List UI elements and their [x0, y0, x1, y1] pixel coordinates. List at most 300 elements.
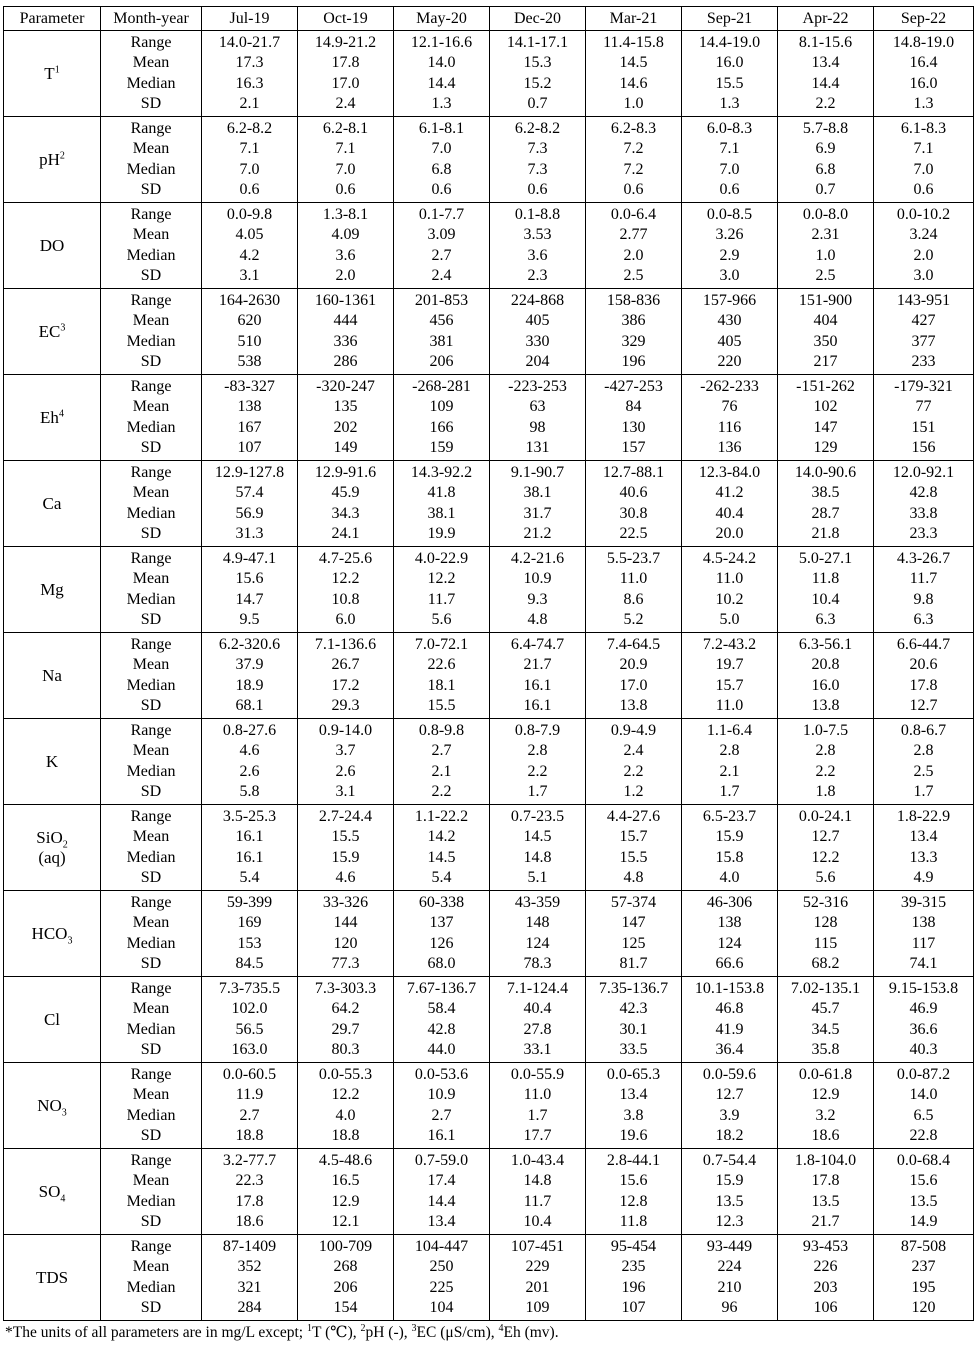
table-row: [4, 719, 974, 805]
stat-value: 100-709: [318, 1238, 373, 1256]
stat-label: Median: [126, 848, 176, 866]
stat-value: 57-374: [610, 894, 657, 912]
parameter-name: Na: [42, 665, 62, 685]
stat-label: Mean: [132, 140, 170, 158]
stat-value: 2.8: [527, 742, 548, 760]
stat-label: Median: [126, 504, 176, 522]
stat-value: 1.8-22.9: [896, 808, 951, 826]
stat-value: 14.1-17.1: [506, 34, 569, 52]
stat-value: 33.8: [909, 504, 938, 522]
stat-value: 131: [525, 438, 550, 456]
stat-value: 3.0: [913, 266, 934, 284]
stat-value: 104: [429, 1298, 454, 1316]
stat-value: 15.5: [619, 848, 648, 866]
parameter-name: NO: [37, 1095, 62, 1115]
stat-value: 30.1: [619, 1020, 648, 1038]
value-cell: [394, 633, 490, 719]
stat-value: 12.2: [331, 570, 360, 588]
stat-value: 126: [429, 934, 454, 952]
stat-value: 12.2: [331, 1086, 360, 1104]
stat-value: 27.8: [523, 1020, 552, 1038]
stat-value: 14.5: [523, 828, 552, 846]
stat-label-cell: [101, 289, 202, 375]
stat-value: -262-233: [700, 378, 759, 396]
value-cell: [490, 1235, 586, 1321]
stat-value: 21.2: [523, 524, 552, 542]
stat-value: 7.0: [239, 160, 260, 178]
stat-label: SD: [140, 266, 162, 284]
value-cell: [778, 977, 874, 1063]
stat-value: 5.5-23.7: [606, 550, 661, 568]
stat-value: 0.0-6.4: [610, 206, 657, 224]
value-cell: [490, 977, 586, 1063]
stat-value: 268: [333, 1258, 358, 1276]
stat-value: 136: [717, 438, 742, 456]
stat-label-cell: [101, 1235, 202, 1321]
table-row: [4, 633, 974, 719]
parameter-cell: [4, 891, 101, 977]
value-cell: [298, 31, 394, 117]
value-cell: [874, 1063, 974, 1149]
stat-value: 15.9: [715, 828, 744, 846]
stat-label: Median: [126, 1278, 176, 1296]
stat-value: 5.6: [815, 868, 836, 886]
stat-value: 45.7: [811, 1000, 840, 1018]
stat-value: 235: [621, 1258, 646, 1276]
stat-value: 84.5: [235, 954, 264, 972]
stat-label: Median: [126, 160, 176, 178]
stat-value: 1.7: [719, 782, 740, 800]
stat-value: 444: [333, 312, 358, 330]
stat-value: 157: [621, 438, 646, 456]
parameter-footnote-mark: 3: [60, 321, 66, 333]
stat-value: 3.2: [815, 1106, 836, 1124]
stat-value: 4.2: [239, 246, 260, 264]
value-cell: [778, 461, 874, 547]
stat-value: 56.5: [235, 1020, 264, 1038]
stat-value: 76: [721, 398, 738, 416]
stat-value: 22.3: [235, 1172, 264, 1190]
stat-value: 329: [621, 332, 646, 350]
stat-value: 13.4: [909, 828, 938, 846]
value-cell: [682, 547, 778, 633]
stat-label: SD: [140, 1298, 162, 1316]
stat-value: 2.9: [719, 246, 740, 264]
stat-value: 14.2: [427, 828, 456, 846]
stat-value: 15.5: [715, 74, 744, 92]
stat-value: 3.6: [527, 246, 548, 264]
stat-value: 0.6: [527, 180, 548, 198]
stat-value: 1.2: [623, 782, 644, 800]
value-cell: [202, 547, 298, 633]
stat-value: 427: [911, 312, 936, 330]
parameter-name: Cl: [43, 1009, 61, 1029]
stat-label: Range: [130, 206, 172, 224]
stat-value: 250: [429, 1258, 454, 1276]
value-cell: [298, 547, 394, 633]
value-cell: [298, 461, 394, 547]
footnote-mark-4: 4: [498, 1322, 504, 1334]
stat-value: 620: [237, 312, 262, 330]
stat-value: 3.24: [909, 226, 938, 244]
stat-value: 14.3-92.2: [410, 464, 473, 482]
stat-value: 6.6-44.7: [896, 636, 951, 654]
stat-value: 93-453: [802, 1238, 849, 1256]
stat-value: 2.7: [431, 1106, 452, 1124]
stat-value: -223-253: [508, 378, 567, 396]
stat-value: 169: [237, 914, 262, 932]
stat-value: 0.1-7.7: [418, 206, 465, 224]
stat-value: 18.6: [235, 1212, 264, 1230]
stat-label: Range: [130, 292, 172, 310]
stat-value: 2.2: [527, 762, 548, 780]
stat-value: 20.8: [811, 656, 840, 674]
value-cell: [298, 891, 394, 977]
stat-value: 2.1: [239, 94, 260, 112]
value-cell: [874, 461, 974, 547]
stat-value: 7.35-136.7: [598, 980, 669, 998]
footnote-unit-ph: pH (-),: [365, 1324, 412, 1341]
stat-value: 7.1-136.6: [314, 636, 377, 654]
stat-value: 237: [911, 1258, 936, 1276]
stat-value: 78.3: [523, 954, 552, 972]
stat-value: 42.8: [909, 484, 938, 502]
stat-value: 13.5: [909, 1192, 938, 1210]
stat-value: 2.1: [719, 762, 740, 780]
stat-label: Range: [130, 34, 172, 52]
stat-value: 18.9: [235, 676, 264, 694]
stat-value: 5.1: [527, 868, 548, 886]
stat-value: 163.0: [231, 1040, 268, 1058]
stat-value: 0.0-8.0: [802, 206, 849, 224]
stat-value: 2.4: [623, 742, 644, 760]
parameter-name: Eh: [40, 407, 59, 427]
stat-value: 7.0: [335, 160, 356, 178]
value-cell: [490, 719, 586, 805]
stat-value: 33.5: [619, 1040, 648, 1058]
stat-value: 17.2: [331, 676, 360, 694]
stat-value: 0.7-59.0: [414, 1152, 469, 1170]
stat-value: 0.8-9.8: [418, 722, 465, 740]
stat-value: 0.9-4.9: [610, 722, 657, 740]
stat-value: 40.6: [619, 484, 648, 502]
stat-label: SD: [140, 868, 162, 886]
stat-value: 3.5-25.3: [222, 808, 277, 826]
stat-value: 30.8: [619, 504, 648, 522]
stat-value: 1.7: [527, 1106, 548, 1124]
stat-value: 38.1: [427, 504, 456, 522]
stat-value: 1.0: [623, 94, 644, 112]
stat-value: 15.6: [619, 1172, 648, 1190]
stat-value: 1.7: [527, 782, 548, 800]
stat-value: 286: [333, 352, 358, 370]
stat-label: Range: [130, 980, 172, 998]
value-cell: [778, 1149, 874, 1235]
stat-value: 196: [621, 1278, 646, 1296]
stat-label: Median: [126, 934, 176, 952]
stat-value: 3.53: [523, 226, 552, 244]
stat-label-cell: [101, 1149, 202, 1235]
stat-value: 0.6: [239, 180, 260, 198]
stat-value: 44.0: [427, 1040, 456, 1058]
table-row: [4, 203, 974, 289]
value-cell: [202, 1063, 298, 1149]
stat-label: Median: [126, 590, 176, 608]
stat-value: 11.4-15.8: [603, 34, 664, 52]
stat-value: 15.6: [235, 570, 264, 588]
stat-value: 2.0: [335, 266, 356, 284]
stat-label: Mean: [132, 1086, 170, 1104]
value-cell: [394, 375, 490, 461]
stat-value: 0.8-27.6: [222, 722, 277, 740]
value-cell: [490, 547, 586, 633]
stat-value: 6.1-8.3: [900, 120, 947, 138]
stat-value: 29.3: [331, 696, 360, 714]
value-cell: [586, 1063, 682, 1149]
value-cell: [682, 31, 778, 117]
stat-value: 128: [813, 914, 838, 932]
stat-value: 1.0-7.5: [802, 722, 849, 740]
stat-label: Median: [126, 418, 176, 436]
table-row: [4, 977, 974, 1063]
stat-value: 4.09: [331, 226, 360, 244]
stat-value: 8.6: [623, 590, 644, 608]
parameter-cell: [4, 203, 101, 289]
stat-label: SD: [140, 1212, 162, 1230]
water-quality-table: [3, 6, 974, 1321]
stat-value: 12.9-127.8: [214, 464, 285, 482]
stat-value: 14.8: [523, 1172, 552, 1190]
stat-value: 7.4-64.5: [606, 636, 661, 654]
stat-value: 46.9: [909, 1000, 938, 1018]
stat-value: 23.3: [909, 524, 938, 542]
stat-value: 11.0: [715, 570, 744, 588]
stat-value: 39-315: [900, 894, 947, 912]
stat-value: 117: [911, 934, 936, 952]
parameter-cell: [4, 547, 101, 633]
parameter-cell: [4, 31, 101, 117]
stat-value: 2.3: [527, 266, 548, 284]
stat-label: SD: [140, 94, 162, 112]
stat-value: 7.0: [431, 140, 452, 158]
stat-value: 0.0-60.5: [222, 1066, 277, 1084]
stat-value: 2.6: [335, 762, 356, 780]
stat-label-cell: [101, 375, 202, 461]
stat-label: SD: [140, 438, 162, 456]
stat-value: 6.2-320.6: [218, 636, 281, 654]
value-cell: [874, 891, 974, 977]
value-cell: [778, 203, 874, 289]
stat-value: 6.2-8.2: [514, 120, 561, 138]
stat-value: 24.1: [331, 524, 360, 542]
stat-value: 14.9: [909, 1212, 938, 1230]
stat-label-cell: [101, 203, 202, 289]
stat-value: 0.0-55.3: [318, 1066, 373, 1084]
stat-label: Mean: [132, 398, 170, 416]
stat-value: 3.7: [335, 742, 356, 760]
stat-value: 2.7-24.4: [318, 808, 373, 826]
stat-label: Range: [130, 636, 172, 654]
stat-value: 350: [813, 332, 838, 350]
stat-value: 120: [333, 934, 358, 952]
stat-value: 17.0: [331, 74, 360, 92]
stat-value: 15.6: [909, 1172, 938, 1190]
stat-value: 217: [813, 352, 838, 370]
stat-value: 41.9: [715, 1020, 744, 1038]
stat-value: 12.1: [331, 1212, 360, 1230]
stat-value: 12.9-91.6: [314, 464, 377, 482]
value-cell: [874, 1235, 974, 1321]
table-row: [4, 289, 974, 375]
stat-value: 17.8: [811, 1172, 840, 1190]
column-header: Dec-20: [490, 7, 586, 31]
stat-value: 11.8: [619, 1212, 648, 1230]
stat-value: 6.5-23.7: [702, 808, 757, 826]
stat-value: 77: [915, 398, 932, 416]
stat-value: 9.8: [913, 590, 934, 608]
value-cell: [778, 1235, 874, 1321]
stat-value: 4.8: [527, 610, 548, 628]
stat-label: Range: [130, 894, 172, 912]
column-header: Sep-22: [874, 7, 974, 31]
value-cell: [682, 1235, 778, 1321]
stat-value: 0.6: [719, 180, 740, 198]
stat-label-cell: [101, 547, 202, 633]
stat-value: 156: [911, 438, 936, 456]
stat-value: 42.3: [619, 1000, 648, 1018]
stat-value: 16.1: [235, 848, 264, 866]
parameter-cell: [4, 1235, 101, 1321]
stat-label: Mean: [132, 570, 170, 588]
table-row: [4, 805, 974, 891]
stat-value: 19.6: [619, 1126, 648, 1144]
stat-label: Range: [130, 550, 172, 568]
stat-value: 16.4: [909, 54, 938, 72]
stat-value: 42.8: [427, 1020, 456, 1038]
stat-value: 14.9-21.2: [314, 34, 377, 52]
stat-value: 20.9: [619, 656, 648, 674]
stat-value: 96: [721, 1298, 738, 1316]
value-cell: [394, 1063, 490, 1149]
stat-value: 18.2: [715, 1126, 744, 1144]
stat-value: 149: [333, 438, 358, 456]
value-cell: [394, 805, 490, 891]
stat-value: 6.2-8.1: [322, 120, 369, 138]
stat-value: 2.2: [815, 94, 836, 112]
stat-value: 2.0: [623, 246, 644, 264]
stat-value: 3.1: [335, 782, 356, 800]
stat-value: 3.2-77.7: [222, 1152, 277, 1170]
value-cell: [490, 461, 586, 547]
stat-value: 204: [525, 352, 550, 370]
stat-value: 2.31: [811, 226, 840, 244]
stat-value: 0.0-9.8: [226, 206, 273, 224]
stat-value: 68.2: [811, 954, 840, 972]
stat-label: Range: [130, 464, 172, 482]
stat-value: 158-836: [606, 292, 661, 310]
value-cell: [586, 461, 682, 547]
stat-value: 229: [525, 1258, 550, 1276]
stat-value: 224: [717, 1258, 742, 1276]
stat-value: 104-447: [414, 1238, 469, 1256]
stat-value: 14.5: [427, 848, 456, 866]
stat-value: 2.0: [913, 246, 934, 264]
stat-value: 538: [237, 352, 262, 370]
value-cell: [394, 31, 490, 117]
stat-value: 14.4: [811, 74, 840, 92]
value-cell: [874, 547, 974, 633]
stat-value: 106: [813, 1298, 838, 1316]
stat-value: 11.7: [909, 570, 938, 588]
stat-value: 16.1: [523, 696, 552, 714]
stat-value: 107: [237, 438, 262, 456]
stat-value: 7.1-124.4: [506, 980, 569, 998]
stat-value: 2.7: [431, 246, 452, 264]
stat-value: 28.7: [811, 504, 840, 522]
stat-value: 17.4: [427, 1172, 456, 1190]
stat-value: 377: [911, 332, 936, 350]
stat-value: 159: [429, 438, 454, 456]
table-row: [4, 1149, 974, 1235]
value-cell: [298, 1063, 394, 1149]
stat-value: 1.0-43.4: [510, 1152, 565, 1170]
stat-label-cell: [101, 891, 202, 977]
stat-value: 5.6: [431, 610, 452, 628]
stat-label: SD: [140, 352, 162, 370]
stat-value: 38.1: [523, 484, 552, 502]
stat-value: 166: [429, 418, 454, 436]
stat-value: 21.7: [523, 656, 552, 674]
stat-value: 154: [333, 1298, 358, 1316]
stat-value: 13.8: [619, 696, 648, 714]
value-cell: [394, 117, 490, 203]
stat-value: 16.0: [811, 676, 840, 694]
stat-value: 107-451: [510, 1238, 565, 1256]
stat-value: 2.2: [623, 762, 644, 780]
value-cell: [586, 891, 682, 977]
stat-value: 14.0-90.6: [794, 464, 857, 482]
column-header: Sep-21: [682, 7, 778, 31]
stat-value: 0.0-87.2: [896, 1066, 951, 1084]
stat-label: Mean: [132, 54, 170, 72]
stat-value: 321: [237, 1278, 262, 1296]
value-cell: [874, 289, 974, 375]
stat-value: 4.5-24.2: [702, 550, 757, 568]
value-cell: [586, 719, 682, 805]
stat-value: 456: [429, 312, 454, 330]
stat-value: 8.1-15.6: [798, 34, 853, 52]
stat-label-cell: [101, 1063, 202, 1149]
stat-value: 5.8: [239, 782, 260, 800]
value-cell: [202, 461, 298, 547]
stat-value: 201: [525, 1278, 550, 1296]
value-cell: [874, 1149, 974, 1235]
stat-value: 11.7: [523, 1192, 552, 1210]
stat-value: 195: [911, 1278, 936, 1296]
table-row: [4, 375, 974, 461]
stat-value: 225: [429, 1278, 454, 1296]
stat-value: 10.4: [811, 590, 840, 608]
stat-value: 2.8: [719, 742, 740, 760]
footnote-text: *The units of all parameters are in mg/L except;: [5, 1324, 307, 1341]
stat-value: 11.0: [619, 570, 648, 588]
stat-label: SD: [140, 610, 162, 628]
value-cell: [202, 977, 298, 1063]
footnote-unit-ec: EC (μS/cm),: [416, 1324, 499, 1341]
parameter-cell: [4, 461, 101, 547]
value-cell: [874, 31, 974, 117]
value-cell: [682, 1149, 778, 1235]
